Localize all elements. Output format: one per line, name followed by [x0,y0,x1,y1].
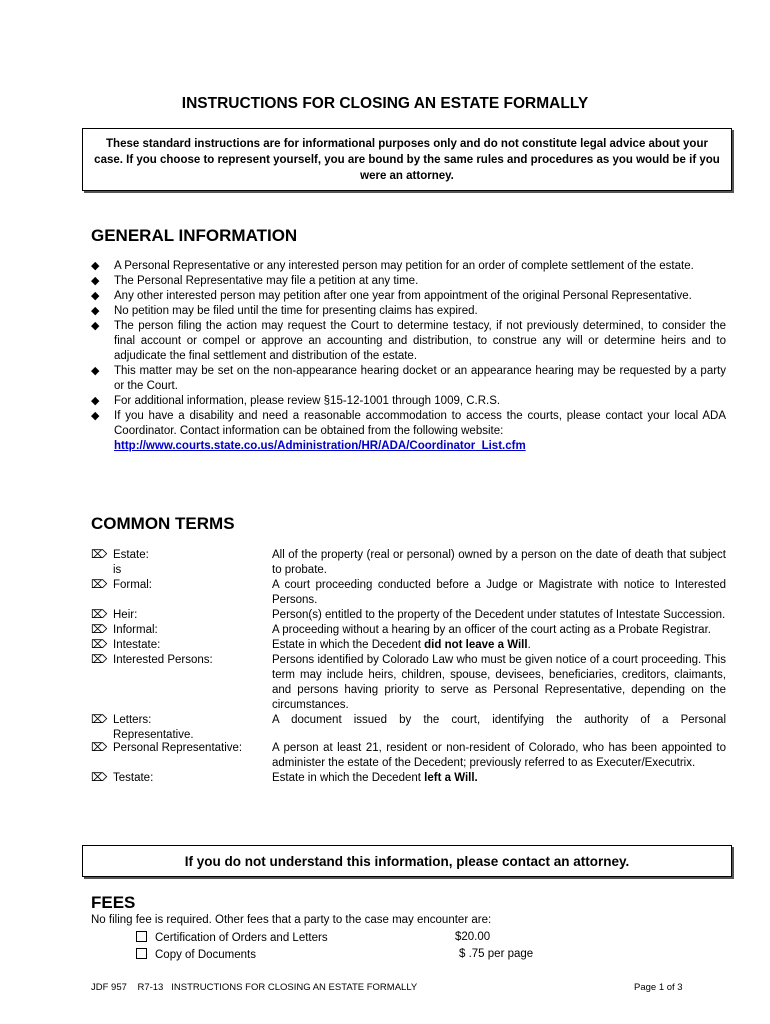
disclaimer-box [82,128,732,191]
list-item: ◆ The Personal Representative may file a petition at any time. [91,275,419,287]
term-row-interested-persons: ⌦ Interested Persons: Persons identified by Colorado Law who must be given notice of a court proceeding. This term may include heirs, children, spouse, devisees, beneficiaries, creditors, claimants, and persons having priority to serve as Personal Representative, depending on the circumstances. [91,654,726,711]
term-row-informal: ⌦ Informal: A proceeding without a hearing by an officer of the court acting as a Probate Registrar. [91,623,726,638]
list-item: ◆ For additional information, please review §15-12-1001 through 1009, C.R.S. [91,395,501,407]
list-item: ◆ A Personal Representative or any interested person may petition for an order of complete settlement of the estate. [91,260,694,272]
pointing-icon: ⌦ [91,579,108,591]
fee-amount: $ .75 per page [459,948,534,960]
general-information-list [91,259,726,454]
pointing-icon: ⌦ [91,624,108,636]
diamond-bullet-icon: ◆ [91,395,100,407]
term-row-heir: ⌦ Heir: Person(s) entitled to the property of the Decedent under statutes of Intestate Succession. [91,609,726,621]
diamond-bullet-icon: ◆ [91,410,100,422]
common-terms-heading: COMMON TERMS [91,514,235,533]
pointing-icon: ⌦ [91,549,108,561]
list-item: ◆ Any other interested person may petition after one year from appointment of the original Personal Representative. [91,290,692,302]
term-definition: Persons identified by Colorado Law who must be given notice of a court proceeding. This term may include heirs, children, spouse, devisees, beneficiaries, creditors, claimants, and persons having priority to serve as Personal Representative, depending on the circumstances. [272,654,726,711]
list-item: ◆ This matter may be set on the non-appearance hearing docket or an appearance hearing may be requested by a party or the Court. [91,365,726,392]
diamond-bullet-icon: ◆ [91,290,100,302]
term-definition: All of the property (real or personal) owned by a person on the date of death that subject to probate. [272,549,726,576]
general-information-heading: GENERAL INFORMATION [91,226,298,245]
pointing-icon: ⌦ [91,714,108,726]
term-row-testate: ⌦ Testate: Estate in which the Decedent left a Will. [91,771,726,786]
term-row-formal: ⌦ Formal: A court proceeding conducted before a Judge or Magistrate with notice to Interested Persons. [91,579,726,606]
attorney-notice-text: If you do not understand this information, please contact an attorney. [184,853,630,869]
term-row-intestate: ⌦ Intestate: Estate in which the Decedent did not leave a Will. [91,638,726,653]
footer-form-id: JDF 957 R7-13 INSTRUCTIONS FOR CLOSING AN ESTATE FORMALLY [91,982,418,993]
pointing-icon: ⌦ [91,742,108,754]
fees-intro: No filing fee is required. Other fees that a party to the case may encounter are: [91,914,492,926]
pointing-icon: ⌦ [91,772,108,784]
page-title: INSTRUCTIONS FOR CLOSING AN ESTATE FORMALLY [181,95,589,112]
diamond-bullet-icon: ◆ [91,260,100,272]
pointing-icon: ⌦ [91,609,108,621]
term-row-estate: ⌦ Estate: is All of the property (real or personal) owned by a person on the date of death that subject to probate. [91,549,726,576]
ada-coordinator-link[interactable]: http://www.courts.state.co.us/Administration/HR/ADA/Coordinator_List.cfm [114,440,526,452]
common-terms-list [91,548,726,786]
fees-heading: FEES [91,893,136,912]
list-item: ◆ The person filing the action may request the Court to determine testacy, if not previously determined, to consider the final account or compel or approve an accounting and distribution, to construe any will or determine heirs and to adjudicate the final settlement and distribution of the estate. [91,320,726,362]
fee-item: Certification of Orders and Letters [136,931,328,944]
term-definition: A person at least 21, resident or non-resident of Colorado, who has been appointed to administer the estate of the Decedent; previously referred to as Executer/Executrix. [272,742,726,769]
page-number: Page 1 of 3 [634,982,683,993]
diamond-bullet-icon: ◆ [91,305,100,317]
diamond-bullet-icon: ◆ [91,365,100,377]
term-definition: A proceeding without a hearing by an officer of the court acting as a Probate Registrar. [272,624,711,636]
checkbox-icon [136,931,147,942]
checkbox-icon [136,948,147,959]
diamond-bullet-icon: ◆ [91,320,100,332]
fee-amount: $20.00 [455,931,491,943]
pointing-icon: ⌦ [91,654,108,666]
list-item: ◆ No petition may be filed until the time for presenting claims has expired. [91,305,478,317]
disclaimer-text: These standard instructions are for informational purposes only and do not constitute legal advice about your case. If you choose to represent yourself, you are bound by the same rules and procedures as you would be if you were an attorney. [94,137,720,182]
pointing-icon: ⌦ [91,639,108,651]
term-definition: A court proceeding conducted before a Judge or Magistrate with notice to Interested Persons. [272,579,726,606]
fee-item: Copy of Documents [136,948,256,961]
term-row-personal-representative: ⌦ Personal Representative: A person at least 21, resident or non-resident of Colorado, who has been appointed to administer the estate of the Decedent; previously referred to as Executer/Executrix. [91,742,726,769]
term-definition: A document issued by the court, identifying the authority of a Personal [272,714,726,726]
list-item: ◆ If you have a disability and need a reasonable accommodation to access the courts, please contact your local ADA Coordinator. Contact information can be obtained from the following website: http://www.courts.state.co.us/Administration/HR/ADA/Coordinator_List.cfm [91,410,726,452]
diamond-bullet-icon: ◆ [91,275,100,287]
term-row-letters: ⌦ Letters: Representative. A document issued by the court, identifying the authority of a Personal [91,714,726,741]
term-definition: Estate in which the Decedent did not leave a Will. [272,639,531,651]
attorney-notice-box [82,845,732,877]
term-definition: Person(s) entitled to the property of the Decedent under statutes of Intestate Succession. [272,609,726,621]
term-definition: Estate in which the Decedent left a Will. [272,772,478,784]
